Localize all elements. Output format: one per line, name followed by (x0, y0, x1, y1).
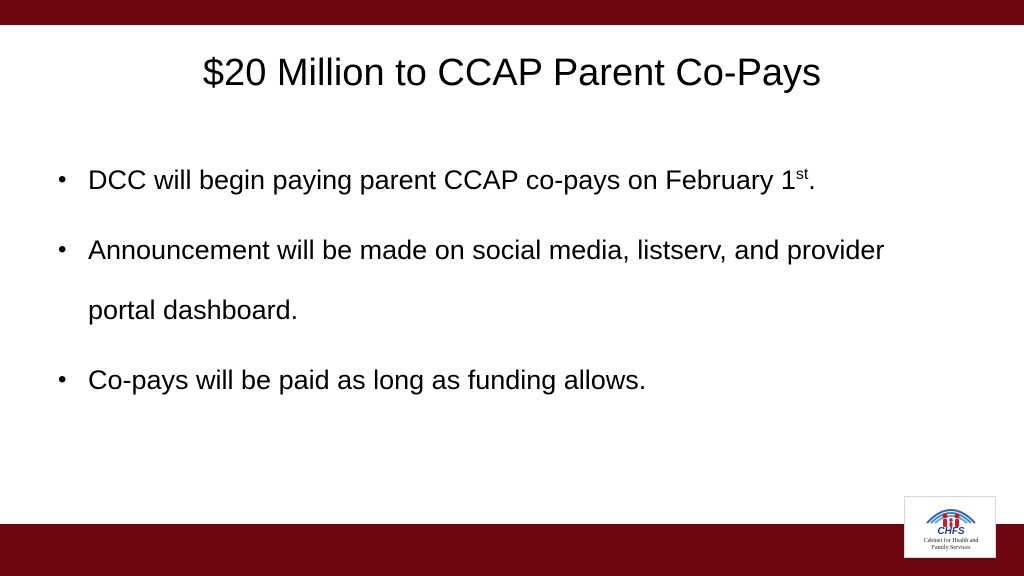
slide-title: $20 Million to CCAP Parent Co-Pays (202, 52, 822, 94)
bullet-text: DCC will begin paying parent CCAP co-pays on February 1 (88, 165, 796, 195)
chfs-emblem-icon (905, 497, 997, 529)
bullet-text: Announcement will be made on social media, listserv, and provider portal dashboard. (88, 235, 885, 325)
bullet-list (58, 150, 958, 420)
chfs-logo (904, 496, 996, 558)
bullet-superscript: st (795, 166, 809, 183)
bullet-marker: • (58, 236, 67, 263)
bullet-marker: • (58, 366, 67, 393)
bullet-text: Co-pays will be paid as long as funding allows. (88, 365, 647, 395)
bottom-banner-bar (0, 524, 1024, 576)
top-banner-bar (0, 0, 1024, 25)
bullet-item (58, 220, 958, 340)
logo-subtitle (905, 538, 997, 552)
bullet-item (58, 350, 958, 410)
logo-subtitle-line1: Cabinet for Health and (923, 538, 979, 544)
bullet-marker: • (58, 166, 67, 193)
logo-name: CHFS (937, 526, 965, 537)
bullet-item (58, 150, 958, 210)
bullet-suffix: . (808, 165, 816, 195)
logo-subtitle-line2: Family Services (931, 545, 971, 551)
